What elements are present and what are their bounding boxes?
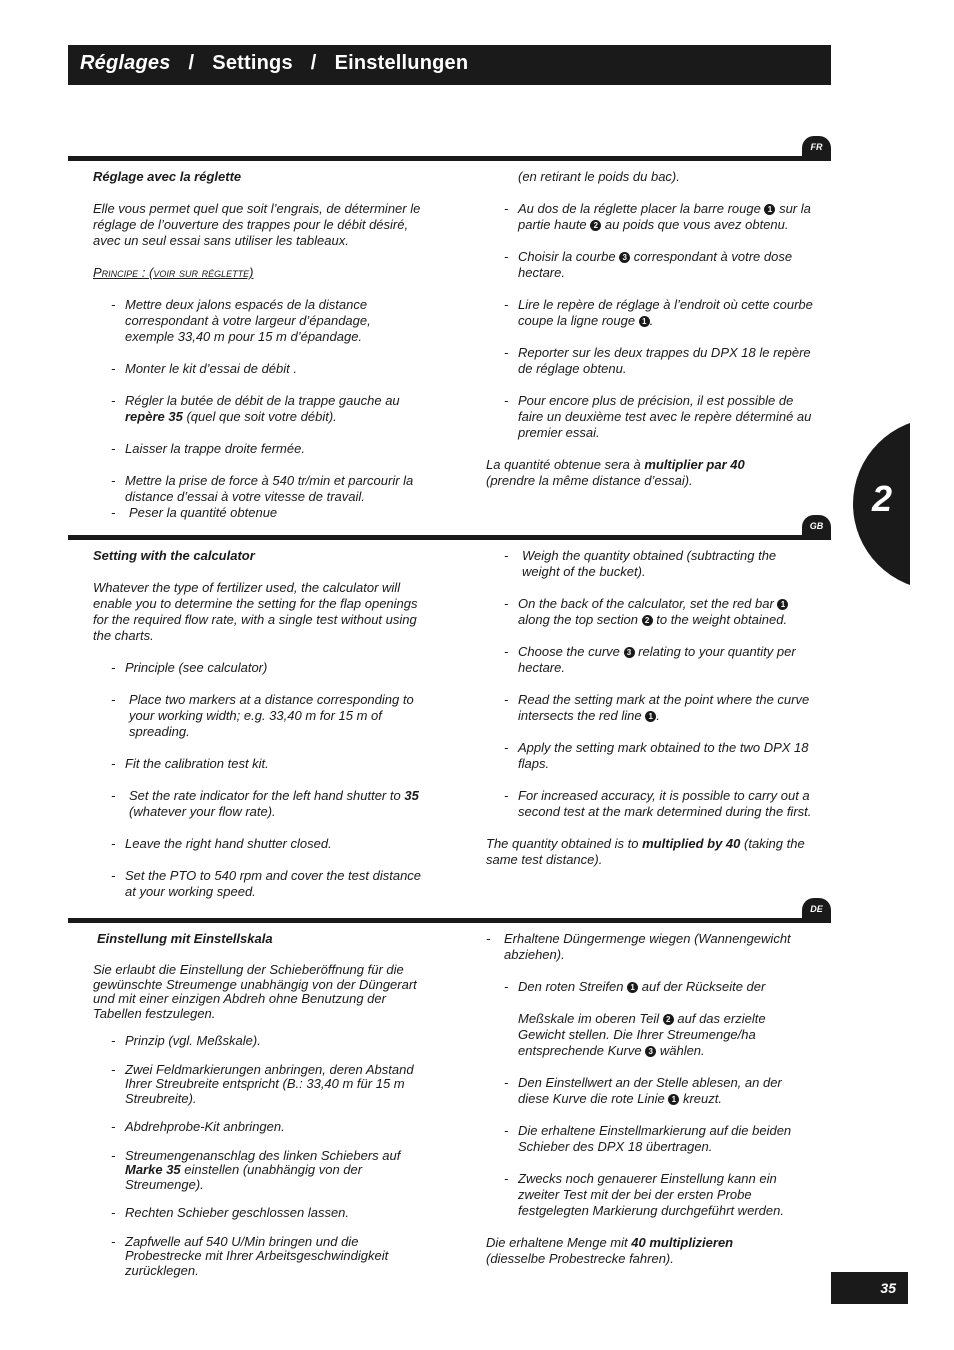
de-item-5: - Rechten Schieber geschlossen lassen.	[111, 1206, 423, 1221]
gb-step-3: - Choose the curve 3 relating to your quantity per hectare.	[504, 644, 816, 676]
gb-step-5: - Apply the setting mark obtained to the two DPX 18 flaps.	[504, 740, 816, 772]
gb-step-6: - For increased accuracy, it is possible to carry out a second test at the mark determined during the first.	[504, 788, 816, 820]
fr-step-3: - Lire le repère de réglage à l’endroit où cette courbe coupe la ligne rouge 1 .	[504, 297, 816, 329]
fr-item-6: - Peser la quantité obtenue	[111, 505, 423, 521]
fr-item-2: - Monter le kit d’essai de débit .	[111, 361, 423, 377]
section-rule-de	[68, 918, 831, 923]
marker-3-icon: 3	[619, 252, 630, 263]
title-gb: Settings	[212, 52, 293, 74]
gb-left-column	[93, 548, 423, 916]
page-number: 35	[831, 1272, 908, 1304]
gb-intro: Whatever the type of fertilizer used, the calculator will enable you to determine the setting for the flap openings for the required flow rate, with a single test without using the charts.	[93, 580, 418, 643]
marker-3-icon: 3	[624, 647, 635, 658]
language-tag-gb: GB	[802, 515, 831, 537]
chapter-number: 2	[872, 478, 893, 519]
section-rule-gb	[68, 535, 831, 540]
fr-step-5: - Pour encore plus de précision, il est possible de faire un deuxième test avec le repère déterminé au premier essai.	[504, 393, 816, 441]
gb-item-6: - Set the PTO to 540 rpm and cover the test distance at your working speed.	[111, 868, 423, 900]
de-step-3: - Den Einstellwert an der Stelle ablesen, an der diese Kurve die rote Linie 1 kreuzt.	[504, 1075, 816, 1107]
de-final: Die erhaltene Menge mit 40 multiplizieren (diesselbe Probestrecke fahren).	[486, 1235, 734, 1266]
fr-step-2: - Choisir la courbe 3 correspondant à votre dose hectare.	[504, 249, 816, 281]
gb-item-2: - Place two markers at a distance corresponding to your working width; e.g. 33,40 m for 15 m of spreading.	[111, 692, 423, 740]
gb-item-5: - Leave the right hand shutter closed.	[111, 836, 423, 852]
de-item-6: - Zapfwelle auf 540 U/Min bringen und die Probestrecke mit Ihrer Arbeitsgeschwindigkeit zurücklegen.	[111, 1235, 423, 1279]
gb-step-1: - Weigh the quantity obtained (subtracting the weight of the bucket).	[504, 548, 816, 580]
de-item-2: - Zwei Feldmarkierungen anbringen, deren Abstand Ihrer Streubreite entspricht (B.: 33,40 m für 15 m Streubreite).	[111, 1063, 423, 1107]
marker-1-icon: 1	[777, 599, 788, 610]
gb-item-4: - Set the rate indicator for the left hand shutter to 35 (whatever your flow rate).	[111, 788, 423, 820]
fr-continuation: (en retirant le poids du bac).	[518, 169, 680, 184]
title-separator: /	[310, 52, 317, 74]
marker-1-icon: 1	[627, 982, 638, 993]
de-step-2: - Den roten Streifen 1 auf der Rückseite der Meßskale im oberen Teil 2 auf das erzielte Gewicht stellen. Die Ihrer Streumenge/ha entsprechende Kurve 3 wählen.	[504, 979, 816, 1059]
marker-1-icon: 1	[668, 1094, 679, 1105]
marker-1-icon: 1	[639, 316, 650, 327]
de-step-4: - Die erhaltene Einstellmarkierung auf die beiden Schieber des DPX 18 übertragen.	[504, 1123, 816, 1155]
de-item-3: - Abdrehprobe-Kit anbringen.	[111, 1120, 423, 1135]
fr-principle: Principe : (voir sur réglette)	[93, 265, 254, 280]
marker-3-icon: 3	[645, 1046, 656, 1057]
gb-heading: Setting with the calculator	[93, 548, 255, 563]
fr-item-4: - Laisser la trappe droite fermée.	[111, 441, 423, 457]
de-step-1: - Erhaltene Düngermenge wiegen (Wannengewicht abziehen).	[486, 931, 816, 963]
de-left-column	[93, 931, 423, 1294]
fr-left-column	[93, 169, 423, 537]
fr-intro: Elle vous permet quel que soit l’engrais, de déterminer le réglage de l’ouverture des trappes pour le débit désiré, avec un seul essai sans utiliser les tableaux.	[93, 201, 421, 248]
gb-step-4: - Read the setting mark at the point where the curve intersects the red line 1 .	[504, 692, 816, 724]
fr-item-5: - Mettre la prise de force à 540 tr/min et parcourir la distance d’essai à votre vitesse de travail.	[111, 473, 423, 505]
de-right-column	[486, 931, 816, 1283]
fr-right-column	[486, 169, 816, 505]
marker-2-icon: 2	[590, 220, 601, 231]
fr-step-4: - Reporter sur les deux trappes du DPX 18 le repère de réglage obtenu.	[504, 345, 816, 377]
fr-step-1: - Au dos de la réglette placer la barre rouge 1 sur la partie haute 2 au poids que vous avez obtenu.	[504, 201, 816, 233]
de-intro: Sie erlaubt die Einstellung der Schieberöffnung für die gewünschte Streumenge unabhängig von der Düngerart und mit einer einzigen Abdreh ohne Benutzung der Tabellen festzulegen.	[93, 962, 417, 1021]
marker-1-icon: 1	[764, 204, 775, 215]
de-heading: Einstellung mit Einstellskala	[97, 931, 273, 946]
gb-step-2: - On the back of the calculator, set the red bar 1 along the top section 2 to the weight obtained.	[504, 596, 816, 628]
fr-final: La quantité obtenue sera à multiplier par 40 (prendre la même distance d’essai).	[486, 457, 745, 488]
title-fr: Réglages	[80, 52, 171, 74]
de-item-4: - Streumengenanschlag des linken Schiebers auf Marke 35 einstellen (unabhängig von der Streumenge).	[111, 1149, 423, 1193]
marker-2-icon: 2	[663, 1014, 674, 1025]
header-title	[80, 52, 468, 75]
gb-item-1: - Principle (see calculator)	[111, 660, 423, 676]
de-step-5: - Zwecks noch genauerer Einstellung kann ein zweiter Test mit der bei der ersten Probe festgelegten Markierung durchgeführt werden.	[504, 1171, 816, 1219]
fr-item-1: - Mettre deux jalons espacés de la distance correspondant à votre largeur d’épandage, exemple 33,40 m pour 15 m d’épandage.	[111, 297, 423, 345]
fr-item-3: - Régler la butée de débit de la trappe gauche au repère 35 (quel que soit votre débit).	[111, 393, 423, 425]
fr-heading: Réglage avec la réglette	[93, 169, 242, 184]
gb-item-3: - Fit the calibration test kit.	[111, 756, 423, 772]
title-de: Einstellungen	[334, 52, 469, 74]
marker-1-icon: 1	[645, 711, 656, 722]
gb-final: The quantity obtained is to multiplied by 40 (taking the same test distance).	[486, 836, 805, 867]
marker-2-icon: 2	[642, 615, 653, 626]
language-tag-fr: FR	[802, 136, 831, 158]
gb-right-column	[486, 548, 816, 884]
language-tag-de: DE	[802, 898, 831, 920]
section-rule-fr	[68, 156, 831, 161]
page-header	[68, 45, 831, 85]
title-separator: /	[188, 52, 195, 74]
de-item-1: - Prinzip (vgl. Meßskale).	[111, 1034, 423, 1049]
